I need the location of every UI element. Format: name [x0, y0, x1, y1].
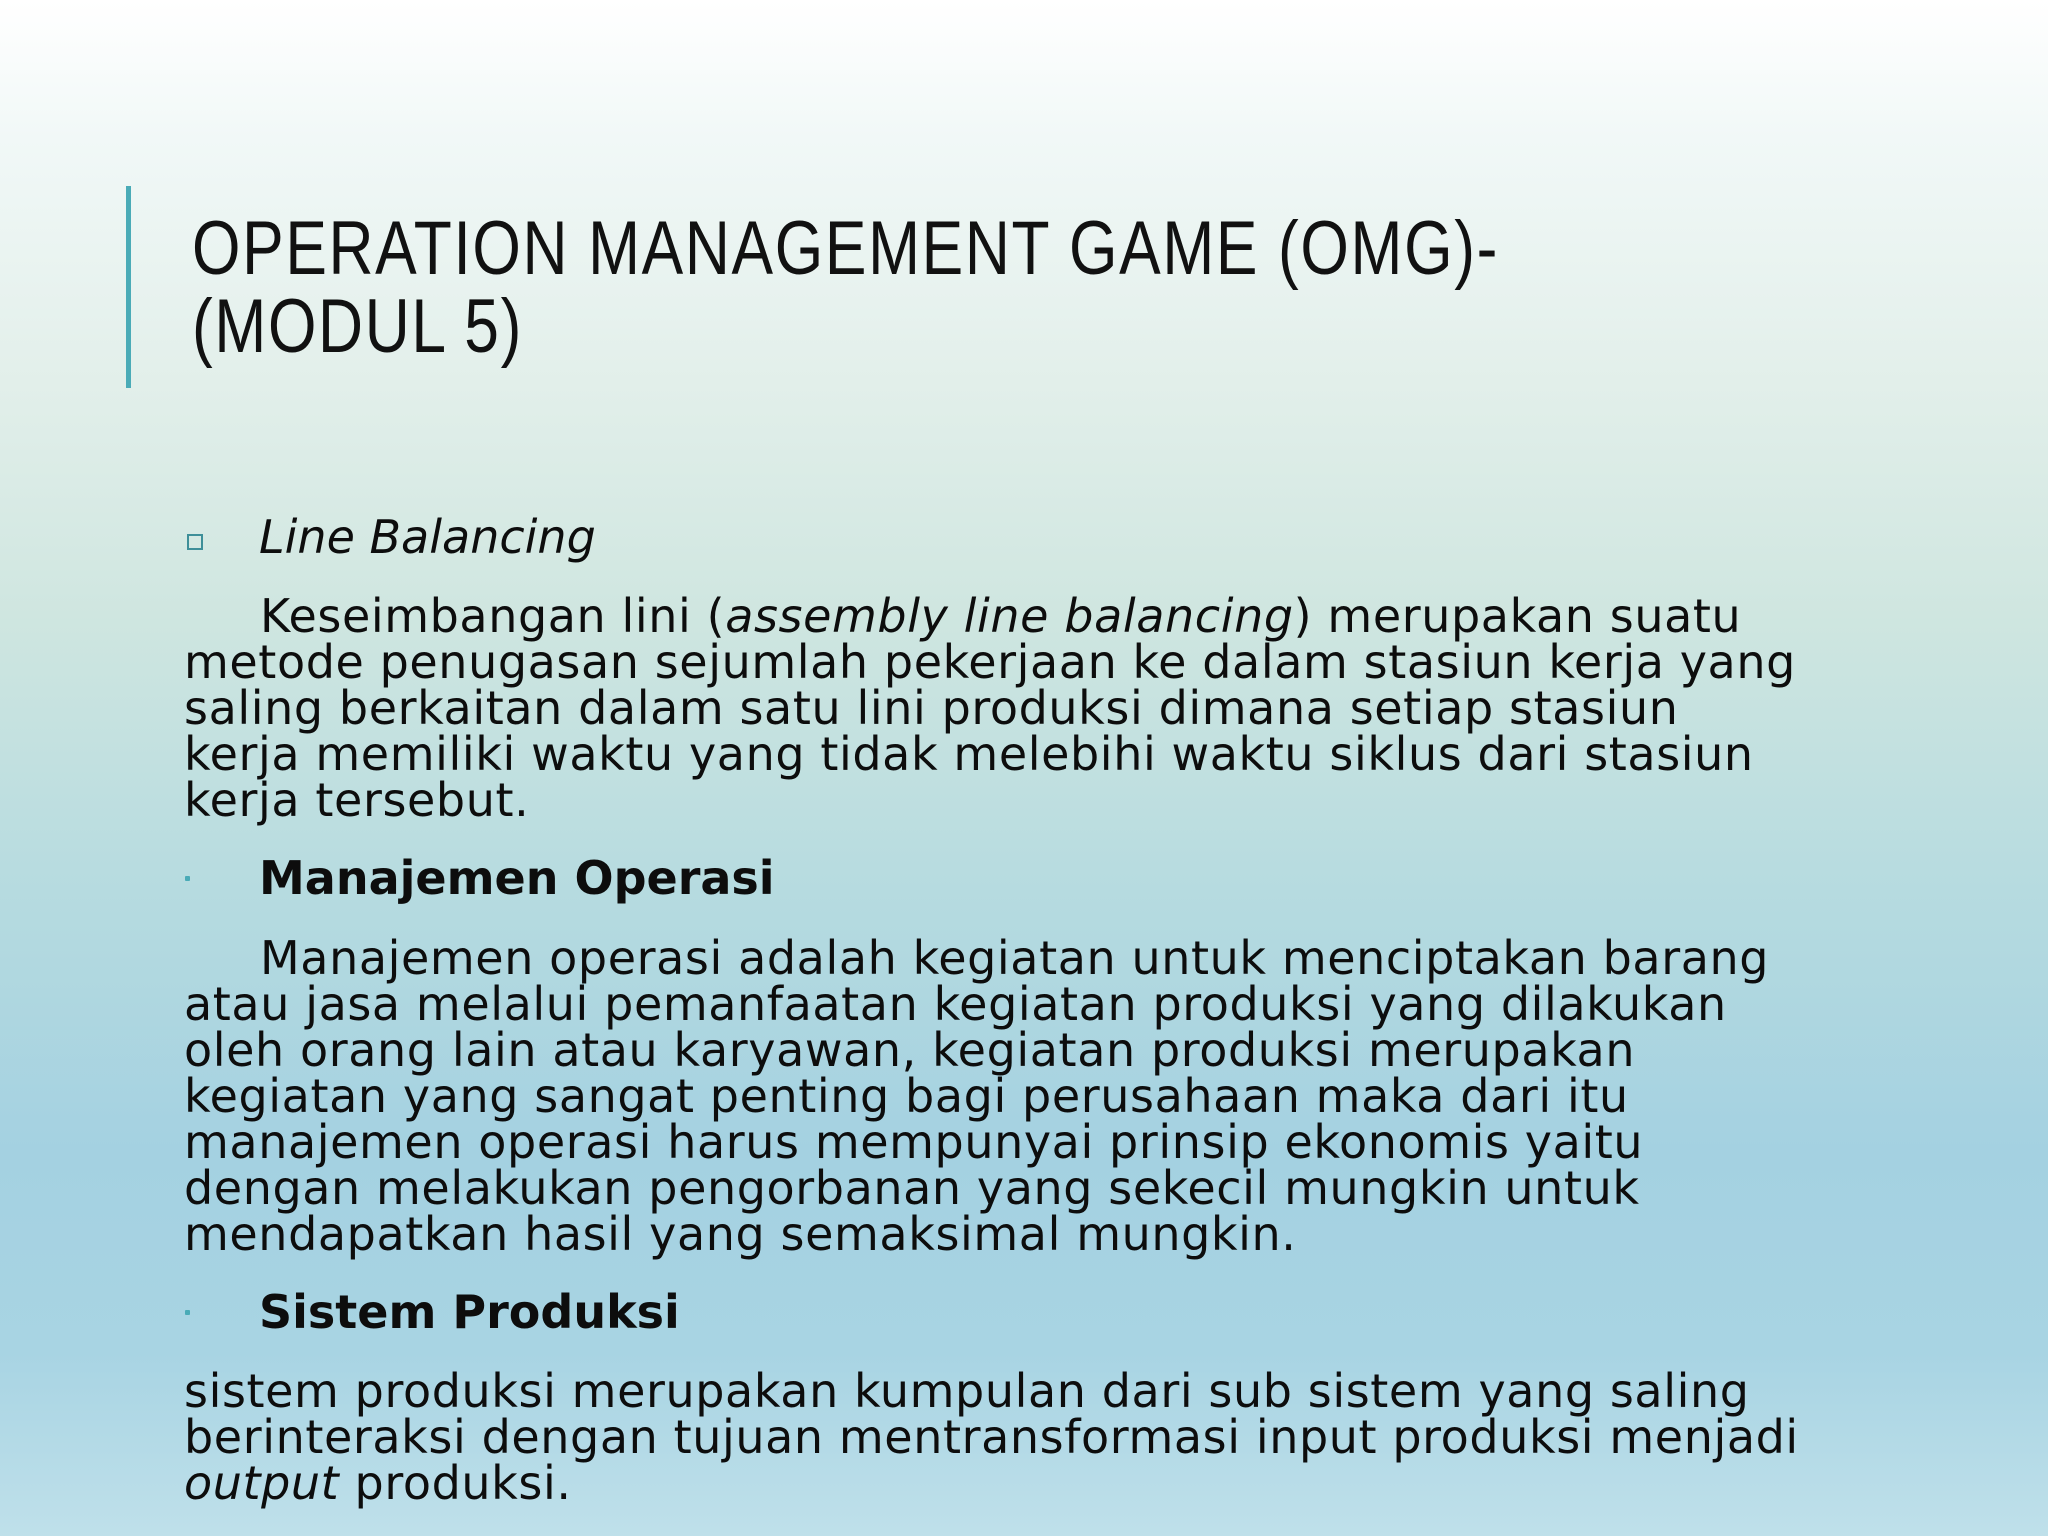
dot-bullet-icon — [185, 1310, 190, 1315]
section-paragraph-manajemen-operasi — [184, 931, 1834, 1261]
paragraph-line: saling berkaitan dalam satu lini produksi dimana setiap stasiun — [184, 681, 1679, 735]
paragraph-text: ) merupakan suatu — [1293, 589, 1742, 643]
paragraph-line: Manajemen operasi adalah kegiatan untuk menciptakan barang — [260, 931, 1770, 985]
paragraph-line: kegiatan yang sangat penting bagi perusahaan maka dari itu — [184, 1069, 1629, 1123]
slide-title — [192, 206, 1586, 369]
paragraph-italic-term: assembly line balancing — [725, 589, 1294, 643]
paragraph-line: atau jasa melalui pemanfaatan kegiatan produksi yang dilakukan — [184, 977, 1727, 1031]
paragraph-line: berinteraksi dengan tujuan mentransformasi input produksi menjadi — [184, 1410, 1799, 1464]
dot-bullet-icon — [185, 876, 190, 881]
section-heading-label: Line Balancing — [259, 510, 596, 564]
paragraph-line: kerja memiliki waktu yang tidak melebihi waktu siklus dari stasiun — [184, 727, 1754, 781]
section-paragraph-sistem-produksi — [184, 1364, 1834, 1510]
section-heading-label: Manajemen Operasi — [259, 851, 775, 905]
paragraph-line: dengan melakukan pengorbanan yang sekecil mungkin untuk — [184, 1161, 1640, 1215]
paragraph-line: oleh orang lain atau karyawan, kegiatan produksi merupakan — [184, 1023, 1636, 1077]
paragraph-line: sistem produksi merupakan kumpulan dari sub sistem yang saling — [184, 1364, 1750, 1418]
square-bullet-icon — [187, 534, 203, 550]
section-paragraph-line-balancing — [184, 589, 1834, 827]
slide-title-line-2: (MODUL 5) — [192, 284, 523, 369]
slide-title-line-1: OPERATION MANAGEMENT GAME (OMG)- — [192, 206, 1500, 291]
paragraph-line: kerja tersebut. — [184, 773, 530, 827]
paragraph-line: metode penugasan sejumlah pekerjaan ke dalam stasiun kerja yang — [184, 635, 1796, 689]
paragraph-line: mendapatkan hasil yang semaksimal mungkin. — [184, 1207, 1297, 1261]
paragraph-line — [184, 589, 1834, 643]
paragraph-line — [184, 1456, 1834, 1510]
section-heading-label: Sistem Produksi — [259, 1285, 680, 1339]
title-accent-bar — [126, 186, 131, 388]
paragraph-text: produksi. — [339, 1456, 572, 1510]
paragraph-text: Keseimbangan lini ( — [260, 589, 726, 643]
paragraph-italic-term: output — [184, 1456, 340, 1510]
paragraph-line: manajemen operasi harus mempunyai prinsip ekonomis yaitu — [184, 1115, 1644, 1169]
